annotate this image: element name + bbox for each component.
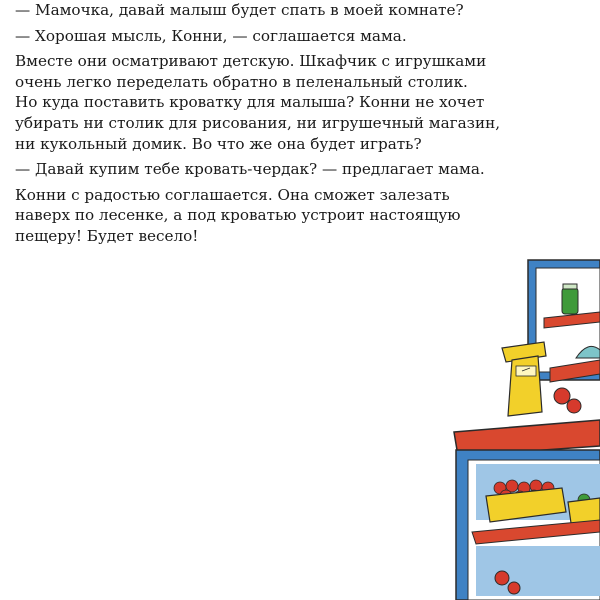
scale-icon: [502, 342, 546, 416]
paragraph-4: [15, 159, 485, 180]
tomato-icon: [508, 582, 520, 594]
text-line: Вместе они осматривают детскую. Шкафчик с игрушками: [15, 52, 487, 71]
text-line: Конни с радостью соглашается. Она сможет залезать: [15, 185, 450, 204]
text-line: Но куда поставить кроватку для малыша? Конни не хочет: [15, 93, 485, 112]
paragraph-3: [15, 51, 501, 154]
tomato-icon: [554, 388, 570, 404]
tomato-icon: [495, 571, 509, 585]
jar-lid: [563, 284, 577, 289]
story-text: [15, 0, 501, 252]
text-line: — Хорошая мысль, Конни, — соглашается мама.: [15, 26, 407, 45]
text-line: — Давай купим тебе кровать-чердак? — предлагает мама.: [15, 160, 485, 179]
toy-shop-shelf-illustration: [450, 250, 600, 600]
text-line: наверх по лесенке, а под кроватью устроит настоящую: [15, 206, 461, 225]
paragraph-1: [15, 0, 485, 21]
text-line: — Мамочка, давай малыш будет спать в моей комнате?: [15, 1, 464, 19]
tomato-icon: [567, 399, 581, 413]
text-line: ни кукольный домик. Во что же она будет играть?: [15, 134, 422, 153]
jar-icon: [562, 288, 578, 314]
text-line: убирать ни столик для рисования, ни игрушечный магазин,: [15, 113, 501, 132]
paragraph-5: [15, 185, 485, 247]
lower-floor-backwall: [476, 546, 600, 596]
text-line: пещеру! Будет весело!: [15, 226, 199, 245]
text-line: очень легко переделать обратно в пеленальный столик.: [15, 72, 468, 91]
paragraph-2: [15, 26, 485, 47]
